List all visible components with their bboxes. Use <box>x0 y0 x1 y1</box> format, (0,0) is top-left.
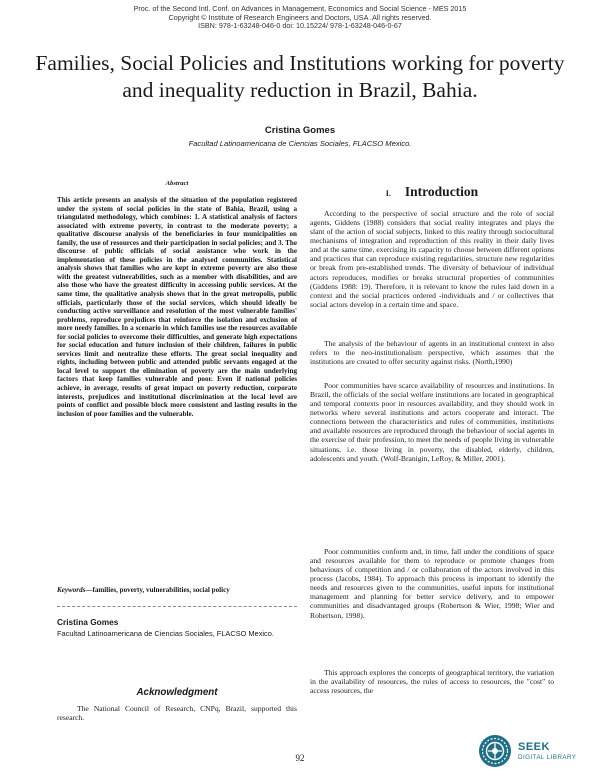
logo-subtitle: DIGITAL LIBRARY <box>518 754 577 761</box>
footnote-author: Cristina Gomes <box>57 617 119 627</box>
paper-title: Families, Social Policies and Institutions working for poverty and inequality reduction in Brazil, Bahia. <box>35 51 565 102</box>
seek-logo-icon <box>478 734 512 768</box>
intro-paragraph: This approach explores the concepts of geographical territory, the variation in the availability of resources, the rules of access to resources, the "cost" to access resources, the <box>310 668 554 696</box>
section-number: I. <box>385 189 391 198</box>
page-number: 92 <box>295 753 305 763</box>
header-isbn-line: ISBN: 978-1-63248-046-0 doi: 10.15224/ 978-1-63248-046-0-67 <box>198 21 402 31</box>
header-copyright-line: Copyright © Institute of Research Engineers and Doctors, USA .All rights reserved. <box>168 12 432 22</box>
acknowledgment-body: The National Council of Research, CNPq, Brazil, supported this research. <box>57 704 297 723</box>
intro-paragraph: Poor communities have scarce availability of resources and institutions. In Brazil, the officials of the social welfare institutions are located in geographical and temporal contexts poor in resources availability, and they should work in networks where several institutions and actors cooperate and interact. The connections between the characteristics and rules of communities, institutions and available resources are reproduced through the behaviour of social agents in the exercise of their profession, to meet the needs of people living in vulnerable situations, i.e. those living in poverty, the disabled, elderly, children, adolescents and youth. (Wolf-Branigin, LeRoy, & Miller, 2001). <box>310 381 554 463</box>
acknowledgment-heading: Acknowledgment <box>136 687 218 698</box>
abstract-body: This article presents an analysis of the situation of the population registered under the system of social policies in the state of Bahia, Brazil, using a triangulated methodology, which combines: 1. A statistical analysis of factors associated with extreme poverty, in contrast to the moderate poverty; a qualitative discourse analysis of the beneficiaries in four municipalities on family, the use of resources and their participation in social policies; and 3. The discourse of public officials of social assistance who work in the implementation of these policies in the analysed communities. Statistical analysis shows that families who are kept in extreme poverty are also those with the greatest vulnerabilities, such as a member with disabilities, and are also those who have the greatest difficulty in accessing public services. At the same time, the qualitative analysis shows that in the great metropolis, public officials, particularly those of the social services, which should ideally be conducting active surveillance and resolution of the most vulnerable families' problems, reproduce prejudices that reinforce the isolation and exclusion of more needy families. In a scenario in which families use the resources available for social policies to overcome their difficulties, and generate high expectations for social education and future inclusion of their children, failures in public services limit and neutralize these efforts. The great social inequality and rights, including between public and attended public servants engaged at the local level to support the elimination of poverty are the main underlying factors that keep families vulnerable and poor. Even if national policies achieve, in average, results of great impact on poverty reduction, corporate interests, prejudices and institutional discrimination at the local level are points of conflict and possible block more consistent and lasting results in the inclusion of poor families and the vulnerable. <box>57 196 297 418</box>
keywords-label: Keywords <box>57 586 86 594</box>
intro-paragraph: According to the perspective of social structure and the role of social agents, Giddens (1988) considers that social reality integrates and plays the slant of the action of social subjects, linked to this reality through sociocultural mechanisms of integration and reproduction of this reality in their daily lives and at the same time, exercising its capacity to choose between different options and practices that can reproduce existing regularities, structure new regularities or break from pre-established trends. The diversity of behaviour of individual actors reproduces, modifies or breaks structural properties of communities (Giddens 1988: 19). Therefore, it is relevant to know the rules laid down in a context and the social practices ordered -individuals and / or collectives that social actors develop in a certain time and space. <box>310 209 554 309</box>
header-proceedings-line: Proc. of the Second Intl. Conf. on Advances in Management, Economics and Social Science - MES 2015 <box>133 4 467 13</box>
intro-paragraph: Poor communities conform and, in time, fall under the conditions of space and resources available for them to reproduce or promote changes from behaviours of competition and / or collaboration of the actors involved in this process (Jacobs, 1984). To approach this process is important to identify the needs and resources given to the communities, useful inputs for institutional management and planning for better service delivery, and to empower communities and disadvantaged groups (Robertson & Wier, 1998; Wier and Robertson, 1998). <box>310 547 554 620</box>
conference-header <box>0 5 600 31</box>
abstract-heading: Abstract <box>165 180 189 187</box>
paper-author: Cristina Gomes <box>264 125 336 136</box>
footnote-affiliation: Facultad Latinoamericana de Ciencias Sociales, FLACSO Mexico. <box>57 628 274 638</box>
seek-digital-library-logo <box>478 732 590 772</box>
author-footnote <box>57 617 297 639</box>
keywords <box>57 586 297 594</box>
paper-affiliation: Facultad Latinoamericana de Ciencias Sociales, FLACSO Mexico. <box>188 139 412 148</box>
footnote-divider <box>57 606 297 607</box>
introduction-heading <box>310 184 554 200</box>
section-title: Introduction <box>404 184 479 199</box>
keywords-text: —families, poverty, vulnerabilities, social policy <box>85 586 230 594</box>
logo-name: SEEK <box>518 741 550 753</box>
intro-paragraph: The analysis of the behaviour of agents in an institutional context in also refers to the neo-institutionalism perspective, which assumes that the institutions are created to offer security against risks. (North,1990) <box>310 339 554 367</box>
